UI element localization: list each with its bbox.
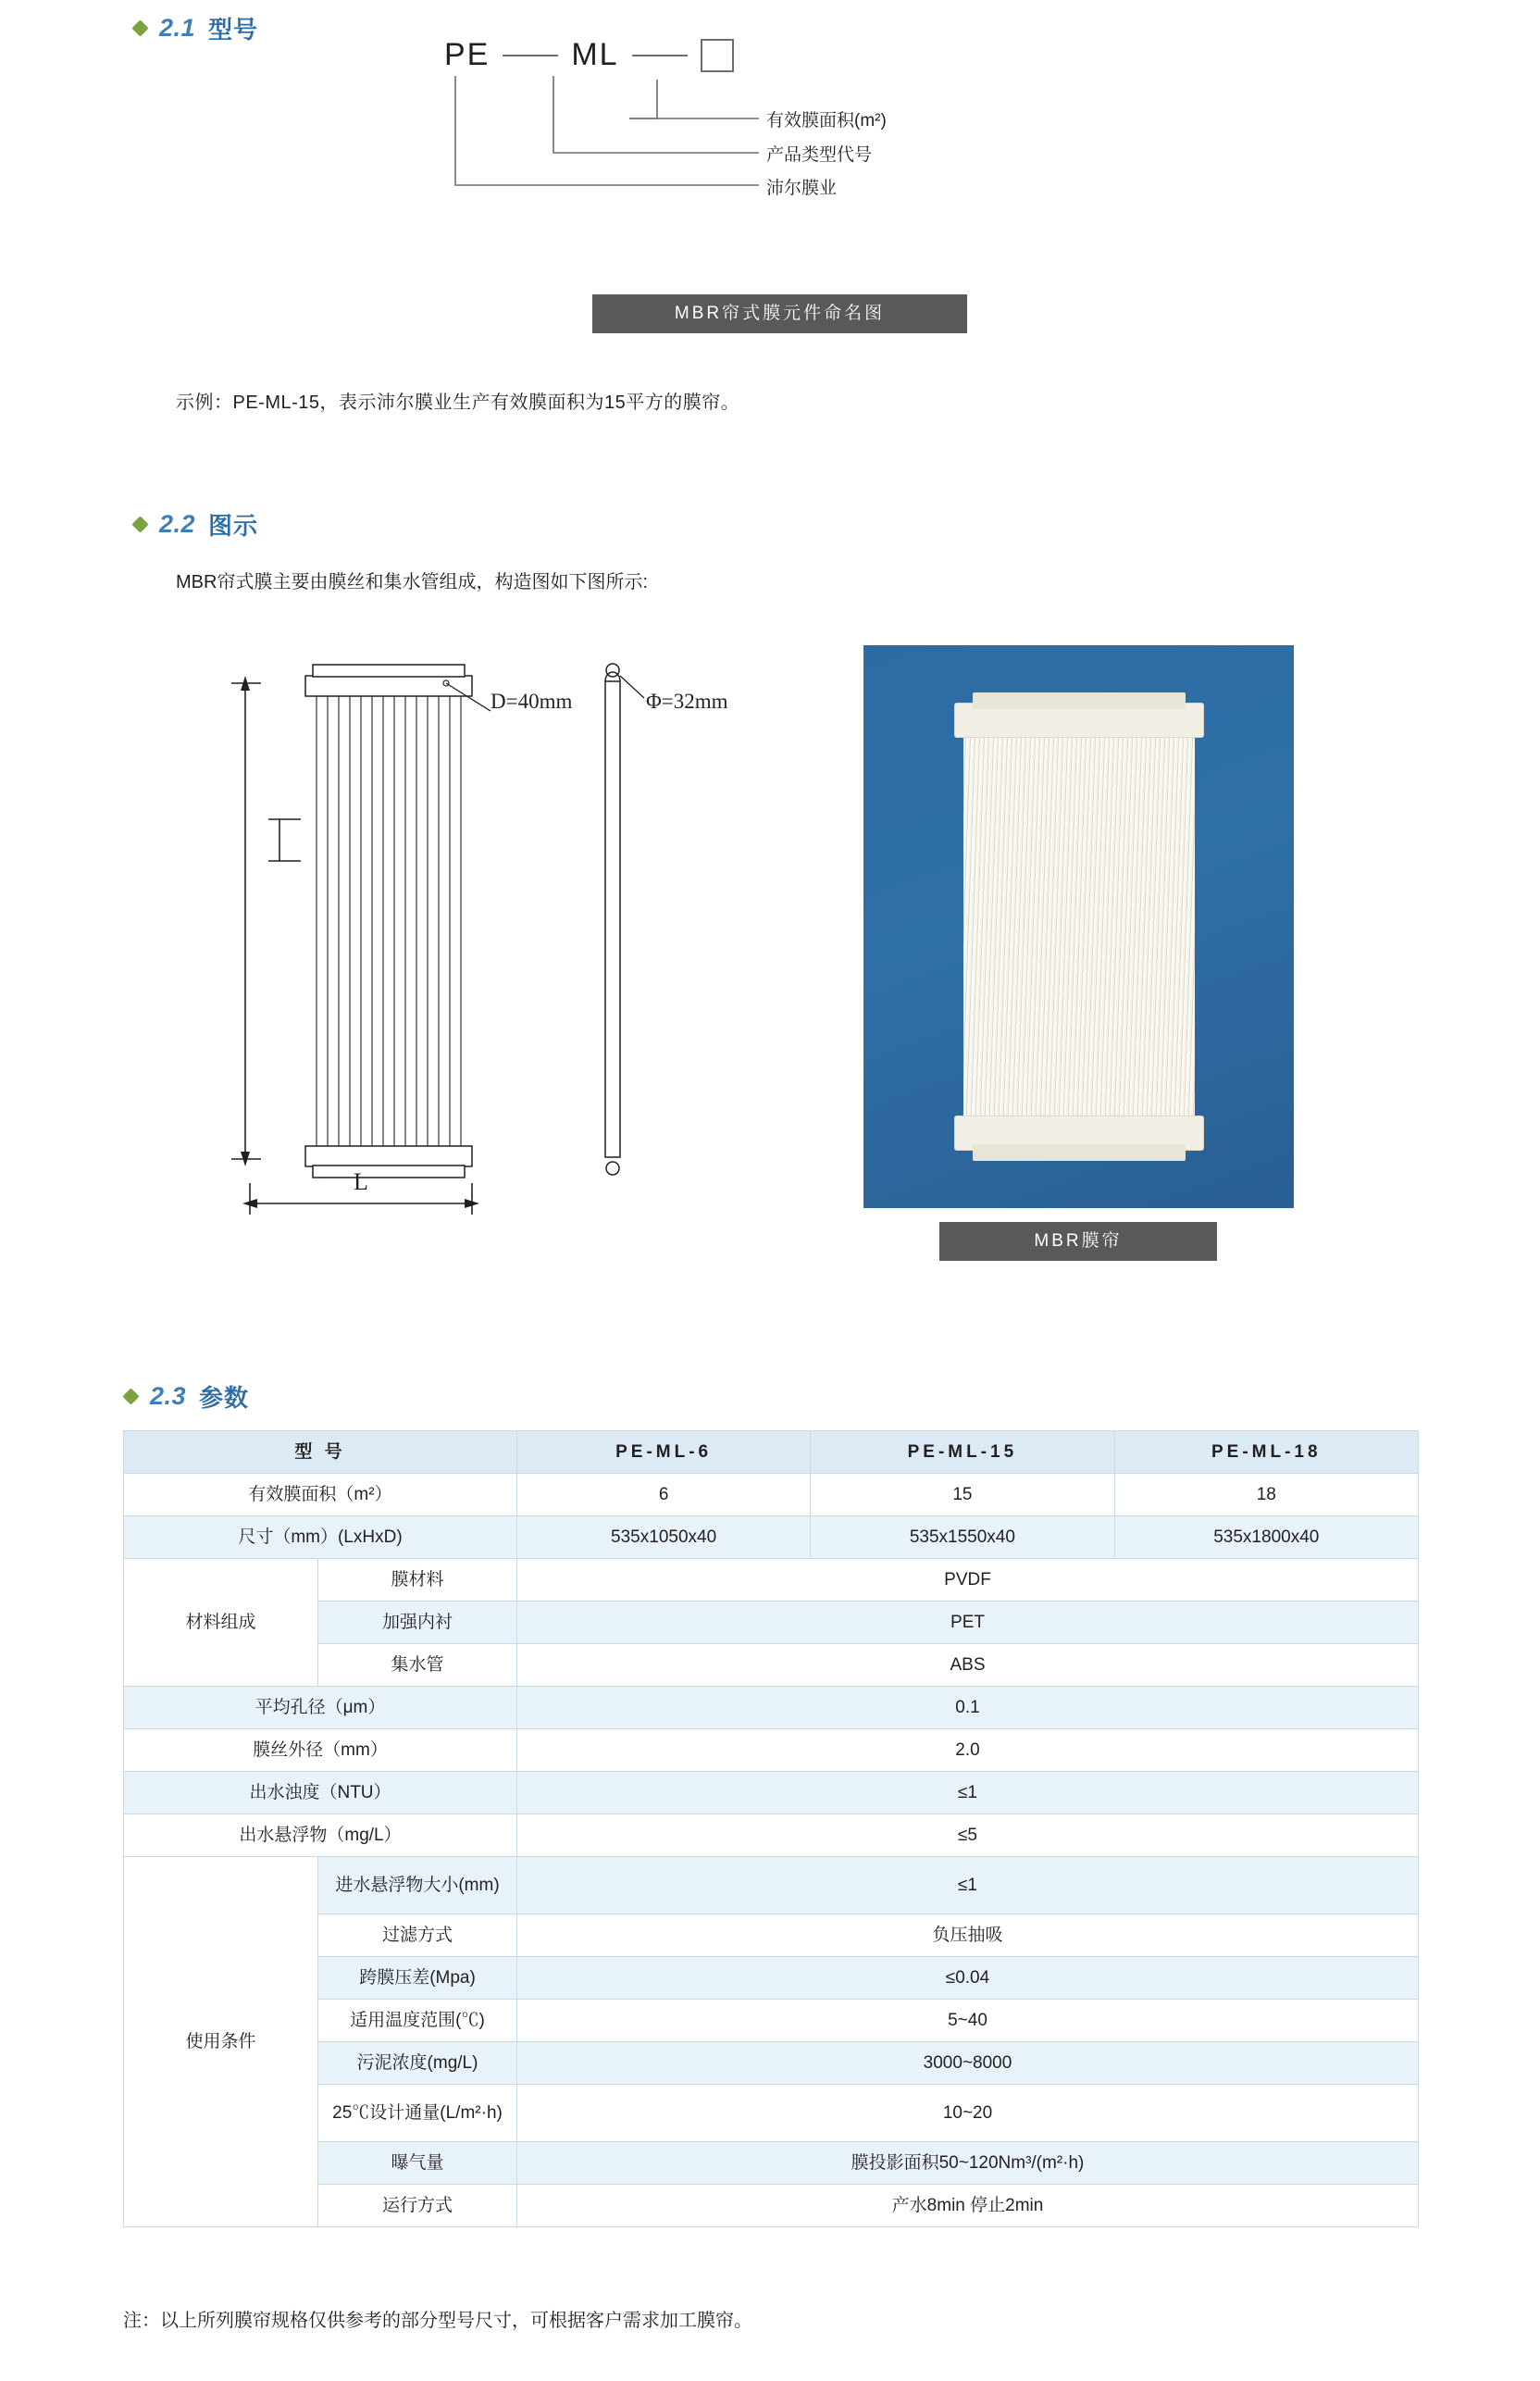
label-product-type: 产品类型代号 xyxy=(766,145,873,165)
group-label-material: 材料组成 xyxy=(124,1559,318,1687)
table-row xyxy=(124,1516,1419,1559)
photo-top-header xyxy=(954,703,1204,738)
section-number: 2.3 xyxy=(150,1382,187,1410)
label-length-l: L xyxy=(354,1168,368,1195)
table-row xyxy=(124,2000,1419,2042)
cell-pore-size-value: 0.1 xyxy=(517,1687,1419,1729)
diamond-bullet-icon xyxy=(131,19,148,36)
table-row xyxy=(124,1559,1419,1602)
section-number: 2.2 xyxy=(159,510,196,538)
naming-diagram xyxy=(389,37,1148,250)
table-row xyxy=(124,2085,1419,2142)
label-effective-area: 有效膜面积(m²) xyxy=(766,111,887,131)
cell-temperature-range-value: 5~40 xyxy=(517,2000,1419,2042)
cell-area-15: 15 xyxy=(811,1474,1114,1516)
cell-liner-value: PET xyxy=(517,1602,1419,1644)
membrane-curtain-photo xyxy=(863,645,1294,1208)
table-row xyxy=(124,1474,1419,1516)
row-label-dimensions: 尺寸（mm）(LxHxD) xyxy=(124,1516,517,1559)
sub-label-filtration-mode: 过滤方式 xyxy=(318,1914,517,1957)
cell-filtration-mode-value: 负压抽吸 xyxy=(517,1914,1419,1957)
table-row xyxy=(124,2142,1419,2185)
cell-header-pipe-value: ABS xyxy=(517,1644,1419,1687)
table-row xyxy=(124,1857,1419,1914)
section-number: 2.1 xyxy=(159,14,196,42)
sub-label-temperature-range: 适用温度范围(℃) xyxy=(318,2000,517,2042)
table-row xyxy=(124,1644,1419,1687)
table-row xyxy=(124,1957,1419,2000)
table-header-row xyxy=(124,1431,1419,1474)
section-heading-2-1 xyxy=(134,11,258,45)
diamond-bullet-icon xyxy=(122,1388,139,1404)
sub-label-mlss: 污泥浓度(mg/L) xyxy=(318,2042,517,2085)
table-row xyxy=(124,1914,1419,1957)
section-title: 型号 xyxy=(208,16,259,44)
header-cell-model: 型 号 xyxy=(124,1431,517,1474)
cell-dim-6: 535x1050x40 xyxy=(517,1516,811,1559)
row-label-pore-size: 平均孔径（μm） xyxy=(124,1687,517,1729)
label-diameter-phi: Φ=32mm xyxy=(646,690,728,713)
label-diameter-d: D=40mm xyxy=(491,690,573,713)
header-cell-pe-ml-18: PE-ML-18 xyxy=(1114,1431,1418,1474)
cell-mlss-value: 3000~8000 xyxy=(517,2042,1419,2085)
section-title: 参数 xyxy=(199,1384,250,1412)
section-title: 图示 xyxy=(208,512,259,540)
photo-bottom-cap xyxy=(973,1144,1186,1161)
cell-tmp-value: ≤0.04 xyxy=(517,1957,1419,2000)
section-heading-2-2 xyxy=(134,507,258,542)
example-note: 示例：PE-ML-15，表示沛尔膜业生产有效膜面积为15平方的膜帘。 xyxy=(176,393,740,413)
diamond-bullet-icon xyxy=(131,516,148,532)
table-row xyxy=(124,1814,1419,1857)
table-row xyxy=(124,1687,1419,1729)
table-row xyxy=(124,1602,1419,1644)
header-cell-pe-ml-6: PE-ML-6 xyxy=(517,1431,811,1474)
cell-dim-18: 535x1800x40 xyxy=(1114,1516,1418,1559)
cell-dim-15: 535x1550x40 xyxy=(811,1516,1114,1559)
photo-fibers xyxy=(963,738,1195,1116)
membrane-line-drawing xyxy=(213,639,824,1231)
cell-fiber-od-value: 2.0 xyxy=(517,1729,1419,1772)
table-footnote: 注：以上所列膜帘规格仅供参考的部分型号尺寸，可根据客户需求加工膜帘。 xyxy=(123,2311,752,2331)
cell-area-6: 6 xyxy=(517,1474,811,1516)
table-row xyxy=(124,1729,1419,1772)
group-label-conditions: 使用条件 xyxy=(124,1857,318,2227)
cell-influent-ss-size-value: ≤1 xyxy=(517,1857,1419,1914)
row-label-turbidity: 出水浊度（NTU） xyxy=(124,1772,517,1814)
cell-turbidity-value: ≤1 xyxy=(517,1772,1419,1814)
header-cell-pe-ml-15: PE-ML-15 xyxy=(811,1431,1114,1474)
sub-label-design-flux: 25℃设计通量(L/m²·h) xyxy=(318,2085,517,2142)
sub-label-operation-mode: 运行方式 xyxy=(318,2185,517,2227)
sub-label-header-pipe: 集水管 xyxy=(318,1644,517,1687)
sub-label-aeration: 曝气量 xyxy=(318,2142,517,2185)
table-row xyxy=(124,2042,1419,2085)
cell-operation-mode-value: 产水8min 停止2min xyxy=(517,2185,1419,2227)
photo-bottom-header xyxy=(954,1116,1204,1151)
code-prefix: PE xyxy=(444,37,491,72)
sub-label-liner: 加强内衬 xyxy=(318,1602,517,1644)
row-label-effluent-ss: 出水悬浮物（mg/L） xyxy=(124,1814,517,1857)
photo-caption: MBR膜帘 xyxy=(939,1222,1217,1261)
naming-diagram-caption: MBR帘式膜元件命名图 xyxy=(592,294,967,333)
photo-top-cap xyxy=(973,692,1186,709)
cell-effluent-ss-value: ≤5 xyxy=(517,1814,1419,1857)
row-label-fiber-od: 膜丝外径（mm） xyxy=(124,1729,517,1772)
cell-aeration-value: 膜投影面积50~120Nm³/(m²·h) xyxy=(517,2142,1419,2185)
cell-area-18: 18 xyxy=(1114,1474,1418,1516)
label-brand: 沛尔膜业 xyxy=(766,179,838,198)
section-heading-2-3 xyxy=(125,1379,249,1414)
sub-label-influent-ss-size: 进水悬浮物大小(mm) xyxy=(318,1857,517,1914)
sub-label-tmp: 跨膜压差(Mpa) xyxy=(318,1957,517,2000)
table-row xyxy=(124,2185,1419,2227)
section-2-2-description: MBR帘式膜主要由膜丝和集水管组成，构造图如下图所示: xyxy=(176,572,648,592)
specification-table xyxy=(123,1430,1419,2227)
code-type: ML xyxy=(571,37,619,72)
sub-label-membrane-material: 膜材料 xyxy=(318,1559,517,1602)
cell-membrane-material-value: PVDF xyxy=(517,1559,1419,1602)
line-drawing-svg xyxy=(213,639,824,1231)
cell-design-flux-value: 10~20 xyxy=(517,2085,1419,2142)
row-label-effective-area: 有效膜面积（m²） xyxy=(124,1474,517,1516)
table-row xyxy=(124,1772,1419,1814)
